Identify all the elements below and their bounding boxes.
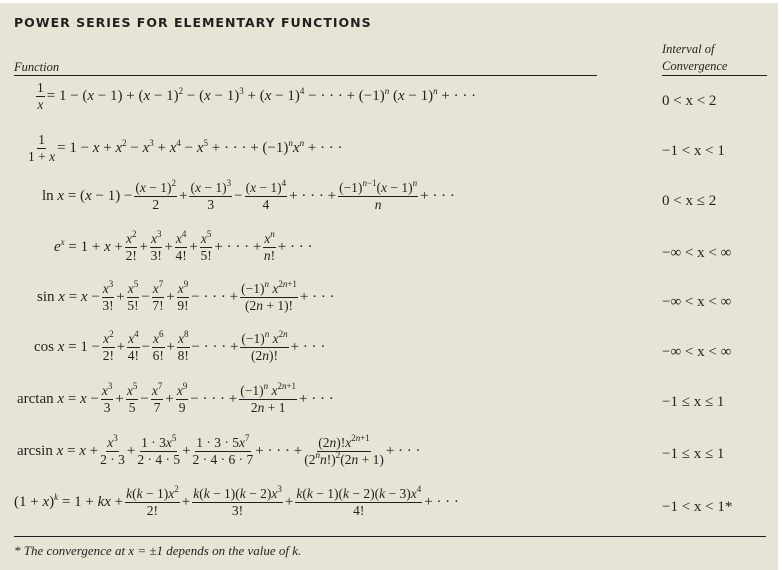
series-row-binomial: $(1 + x)^k = 1$ + kx + $\frac{k(k - 1)x^2}{2!}$ + $\frac{k(k - 1)(k - 2)x^3}{3!}$ + $\frac{k(k - 1)(k - 2)(k - 3)x^4}{4!}$ + · · · (14, 484, 459, 519)
series-row-sin: sin x = x − $\frac{x^3}{3!}$ + $\frac{x^5}{5!}$ − $\frac{x^7}{7!}$ + $\frac{x^9}{9!}$ − · · · + $\frac{(-1)^n x^{2n+1}}{(2n + 1)!}$ + · · · (37, 279, 335, 314)
formula-fraction: $\frac{(-1)^{n-1}(x - 1)^n}{n}$ (339, 178, 418, 213)
formula-fraction: $\frac{x^6}{6!}$ (152, 329, 164, 364)
interval-header-line1: Interval of (662, 42, 715, 56)
formula-fraction: $\frac{(-1)^n x^{2n+1}}{2n + 1}$ (240, 381, 297, 416)
formula-fraction: $\frac{x^2}{2!}$ (102, 329, 114, 364)
formula-fraction: $\frac{1}{1 + x}$ (28, 132, 56, 165)
footer-rule (14, 536, 766, 537)
interval-cos: −∞ < x < ∞ (662, 344, 732, 360)
formula-fraction: $\frac{(x - 1)^4}{4}$ (245, 178, 287, 213)
series-row-arcsin: arcsin x = x + $\frac{x^3}{2 \cdot 3}$ + $\frac{1 \cdot 3x^5}{2 \cdot 4 \cdot 5}$ + $\frac{1 \cdot 3 \cdot 5x^7}{2 \cdot 4 \cdot 6 \cdot 7}$ + · · · + $\frac{(2n)!x^{2n+1}}{(2^nn!)^2(2n + 1)}$ + · · · (17, 433, 421, 468)
series-row-ln: ln x = (x − 1) − $\frac{(x - 1)^2}{2}$ + $\frac{(x - 1)^3}{3}$ − $\frac{(x - 1)^4}{4}$ + · · · + $\frac{(-1)^{n-1}(x - 1)^n}{n}$ + · · · (42, 178, 455, 213)
formula-fraction: $\frac{x^5}{5!}$ (200, 229, 212, 264)
interval-reciprocal-one-plus-x: −1 < x < 1 (662, 143, 725, 159)
series-row-arctan: arctan x = x − $\frac{x^3}{3}$ + $\frac{x^5}{5}$ − $\frac{x^7}{7}$ + $\frac{x^9}{9}$ − · · · + $\frac{(-1)^n x^{2n+1}}{2n + 1}$ + · · · (17, 381, 334, 416)
formula-fraction: $\frac{(2n)!x^{2n+1}}{(2^nn!)^2(2n + 1)}$ (304, 433, 384, 468)
header-rule-function (14, 75, 597, 76)
formula-fraction: $\frac{k(k - 1)(k - 2)x^3}{3!}$ (193, 484, 282, 519)
formula-fraction: $\frac{x^n}{n!}$ (263, 229, 276, 264)
formula-fraction: $\frac{k(k - 1)x^2}{2!}$ (126, 484, 179, 519)
interval-binomial: −1 < x < 1* (662, 499, 733, 515)
formula-fraction: $\frac{x^2}{2!}$ (125, 229, 137, 264)
series-row-exp: $e^x = 1 + x$ + $\frac{x^2}{2!}$ + $\frac{x^3}{3!}$ + $\frac{x^4}{4!}$ + $\frac{x^5}{5!}$ + · · · + $\frac{x^n}{n!}$ + · · · (54, 229, 313, 264)
formula-fraction: $\frac{x^4}{4!}$ (175, 229, 187, 264)
power-series-table (0, 3, 778, 570)
formula-fraction: $\frac{1}{x}$ (37, 80, 44, 113)
interval-arctan: −1 ≤ x ≤ 1 (662, 394, 725, 410)
formula-fraction: $\frac{x^3}{3}$ (101, 381, 113, 416)
formula-fraction: $\frac{(-1)^n x^{2n}}{(2n)!}$ (241, 329, 288, 364)
interval-reciprocal-x: 0 < x < 2 (662, 93, 717, 109)
formula-fraction: $\frac{x^9}{9!}$ (177, 279, 189, 314)
interval-exp: −∞ < x < ∞ (662, 245, 732, 261)
formula-fraction: $\frac{x^3}{3!}$ (102, 279, 114, 314)
formula-fraction: $\frac{1 \cdot 3x^5}{2 \cdot 4 \cdot 5}$ (137, 433, 181, 468)
interval-column-header (662, 41, 727, 75)
formula-fraction: $\frac{x^5}{5}$ (126, 381, 138, 416)
interval-header-line2: Convergence (662, 59, 728, 73)
function-column-header: Function (14, 60, 60, 74)
formula-fraction: $\frac{(x - 1)^3}{3}$ (190, 178, 232, 213)
series-row-cos: cos x = 1 − $\frac{x^2}{2!}$ + $\frac{x^4}{4!}$ − $\frac{x^6}{6!}$ + $\frac{x^8}{8!}$ − · · · + $\frac{(-1)^n x^{2n}}{(2n)!}$ + · · · (34, 329, 326, 364)
header-rule-interval (662, 75, 767, 76)
series-row-reciprocal-x: $\frac{1}{x}$ = $1 - (x - 1) + (x - 1)^2 - (x - 1)^3 + (x - 1)^4$ − · · · + $(-1)^n$ $(x - 1)^n$ + · · · (37, 80, 477, 113)
interval-sin: −∞ < x < ∞ (662, 294, 732, 310)
formula-fraction: $\frac{x^9}{9}$ (176, 381, 188, 416)
series-row-reciprocal-one-plus-x: $\frac{1}{1 + x}$ = $1 - x + x^2 - x^3 + x^4 - x^5$ + · · · + $(-1)^nx^n$ + · · · (28, 132, 343, 165)
formula-fraction: $\frac{1 \cdot 3 \cdot 5x^7}{2 \cdot 4 \cdot 6 \cdot 7}$ (192, 433, 254, 468)
formula-fraction: $\frac{x^7}{7!}$ (152, 279, 164, 314)
formula-fraction: $\frac{(x - 1)^2}{2}$ (135, 178, 177, 213)
formula-fraction: $\frac{(-1)^n x^{2n+1}}{(2n + 1)!}$ (241, 279, 297, 314)
table-title: POWER SERIES FOR ELEMENTARY FUNCTIONS (14, 15, 372, 30)
interval-arcsin: −1 ≤ x ≤ 1 (662, 446, 725, 462)
footnote: * The convergence at x = ±1 depends on the value of k. (14, 543, 302, 558)
formula-fraction: $\frac{x^8}{8!}$ (177, 329, 189, 364)
formula-fraction: $\frac{k(k - 1)(k - 2)(k - 3)x^4}{4!}$ (296, 484, 422, 519)
formula-fraction: $\frac{x^3}{2 \cdot 3}$ (100, 433, 125, 468)
formula-fraction: $\frac{x^4}{4!}$ (127, 329, 139, 364)
formula-fraction: $\frac{x^5}{5!}$ (127, 279, 139, 314)
interval-ln: 0 < x ≤ 2 (662, 193, 717, 209)
formula-fraction: $\frac{x^7}{7}$ (151, 381, 163, 416)
formula-fraction: $\frac{x^3}{3!}$ (150, 229, 162, 264)
